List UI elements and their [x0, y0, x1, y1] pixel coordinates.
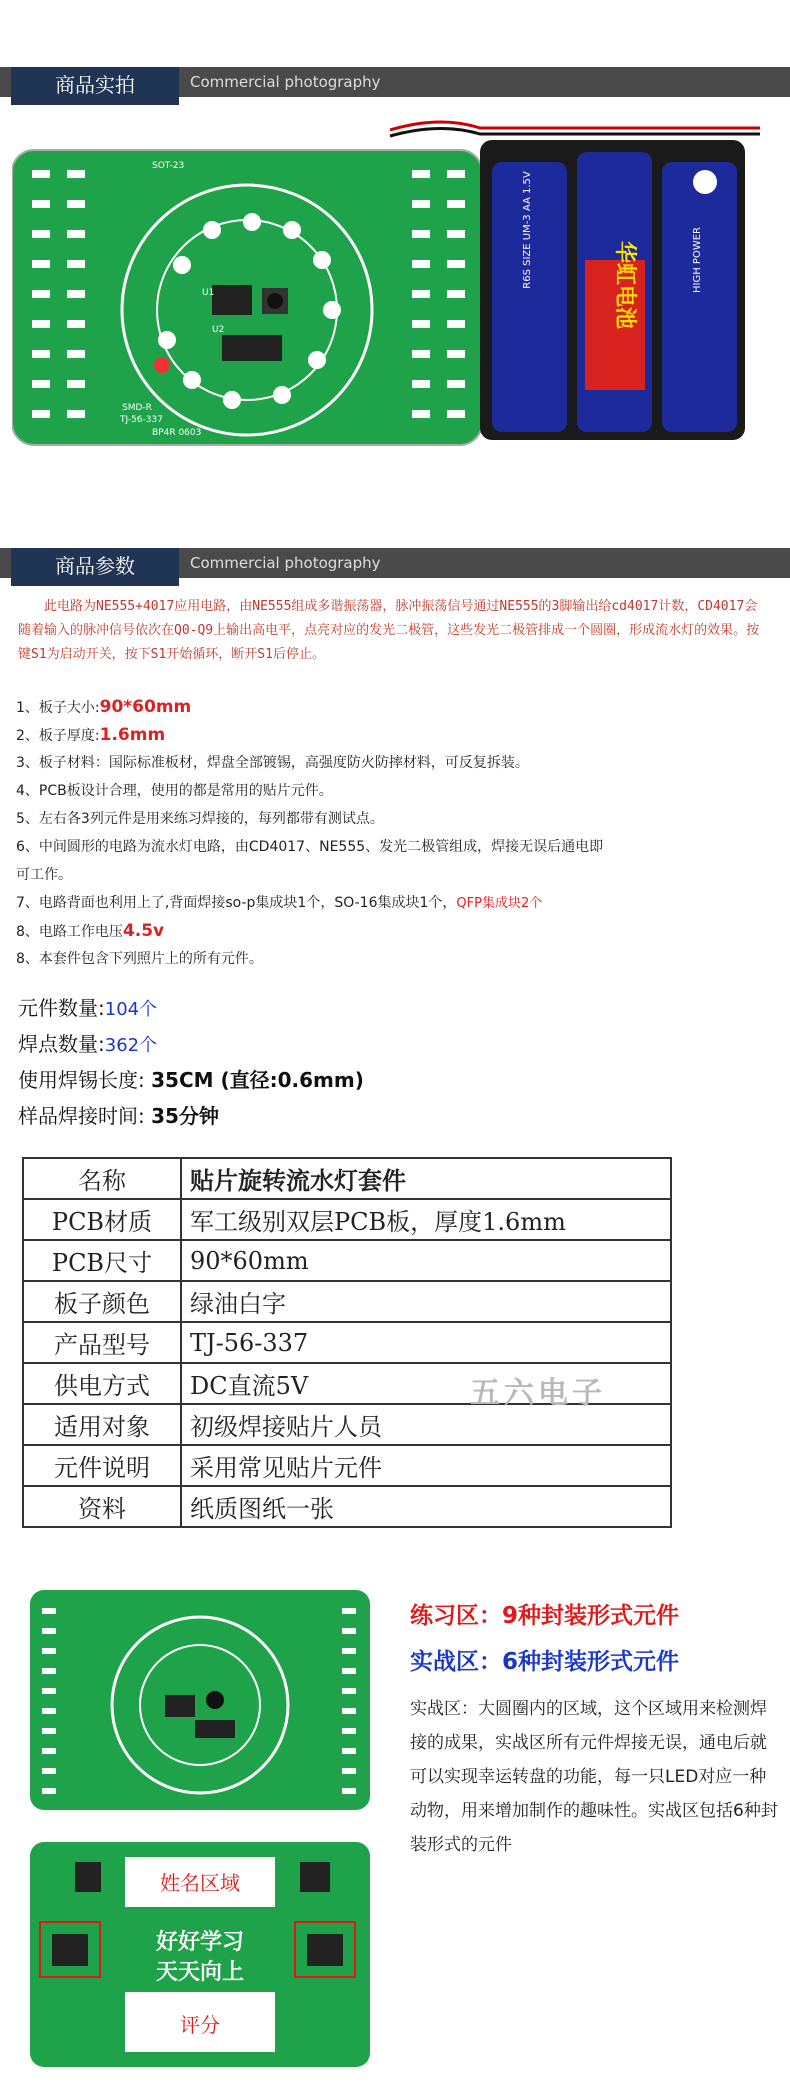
front-board-photo	[30, 1590, 370, 1810]
spec-item: 6、中间圆形的电路为流水灯电路，由CD4017、NE555、发光二极管组成，焊接无误后通电即	[16, 839, 604, 855]
motto-line2: 天天向上	[155, 1960, 245, 1985]
battery-power: HIGH POWER	[692, 227, 703, 293]
u1-label: U1	[202, 288, 215, 298]
motto-line1: 好好学习	[155, 1930, 245, 1955]
summary-block	[18, 990, 364, 1134]
spec-item: 2、板子厚度:1.6mm	[16, 725, 166, 745]
table-row: 供电方式 DC直流5V	[23, 1363, 671, 1404]
back-board-photo	[30, 1842, 370, 2067]
intro-text: 此电路为NE555+4017应用电路，由NE555组成多谐振荡器，脉冲振荡信号通过NE555的3脚输出给cd4017计数，CD4017会随着输入的脉冲信号依次在Q0-Q9上输出高电平，点亮对应的发光二极管，这些发光二极管排成一个圆圈，形成流水灯的效果。按键S1为启动开关，按下S1开始循环，断开S1后停止。	[18, 599, 760, 662]
code-label: BP4R 0603	[152, 428, 202, 438]
spec-list	[16, 693, 776, 973]
model-label: TJ-56-337	[120, 415, 163, 425]
spec-item: 8、电路工作电压4.5v	[16, 921, 165, 941]
section-title: 商品参数	[11, 548, 179, 586]
table-row: 资料 纸质图纸一张	[23, 1486, 671, 1527]
practice-zone-title: 练习区：9种封装形式元件	[410, 1603, 680, 1629]
section-title: 商品实拍	[11, 67, 179, 105]
params-table	[22, 1157, 672, 1528]
combat-zone-description: 实战区：大圆圈内的区域，这个区域用来检测焊接的成果，实战区所有元件焊接无误，通电后就可以实现幸运转盘的功能，每一只LED对应一种动物，用来增加制作的趣味性。实战区包括6种封装形式的元件	[410, 1699, 778, 1855]
smd-label: SMD-R	[122, 403, 152, 413]
solder-time: 样品焊接时间: 35分钟	[18, 1104, 219, 1128]
table-row: PCB材质 军工级别双层PCB板，厚度1.6mm	[23, 1199, 671, 1240]
name-area-label: 姓名区域	[160, 1871, 240, 1895]
spec-item: 可工作。	[16, 867, 72, 883]
combat-zone-title: 实战区：6种封装形式元件	[410, 1649, 680, 1675]
spec-item: 7、电路背面也利用上了,背面焊接so-p集成块1个，SO-16集成块1个，QFP集成块2个	[16, 895, 543, 911]
component-count: 元件数量:104个	[18, 996, 158, 1020]
section-subtitle: Commercial photography	[190, 554, 381, 572]
table-row: 产品型号 TJ-56-337	[23, 1322, 671, 1363]
score-label: 评分	[180, 2013, 220, 2037]
spec-item: 4、PCB板设计合理，使用的都是常用的贴片元件。	[16, 783, 333, 799]
params-section-bar	[0, 548, 790, 578]
spec-item: 1、板子大小:90*60mm	[16, 697, 192, 717]
table-row: PCB尺寸 90*60mm	[23, 1240, 671, 1281]
table-row: 元件说明 采用常见贴片元件	[23, 1445, 671, 1486]
spec-item: 8、本套件包含下列照片上的所有元件。	[16, 951, 263, 967]
table-row: 名称 贴片旋转流水灯套件	[23, 1158, 671, 1199]
sot-label: SOT-23	[152, 161, 185, 171]
joint-count: 焊点数量:362个	[18, 1032, 158, 1056]
photo-section-bar	[0, 67, 790, 97]
spec-item: 3、板子材料：国际标准板材，焊盘全部镀锡，高强度防火防摔材料，可反复拆装。	[16, 755, 529, 771]
section-subtitle: Commercial photography	[190, 73, 381, 91]
table-row: 板子颜色 绿油白字	[23, 1281, 671, 1322]
battery-brand: 华虹电池	[612, 240, 637, 330]
spec-item: 5、左右各3列元件是用来练习焊接的，每列都带有测试点。	[16, 811, 384, 827]
battery-box	[380, 110, 760, 450]
solder-length: 使用焊锡长度: 35CM (直径:0.6mm)	[18, 1068, 364, 1092]
battery-spec: R6S SIZE UM-3 AA 1.5V	[522, 171, 533, 289]
table-row: 适用对象 初级焊接贴片人员	[23, 1404, 671, 1445]
u2-label: U2	[212, 325, 225, 335]
watermark: 五六电子	[470, 1376, 606, 1411]
